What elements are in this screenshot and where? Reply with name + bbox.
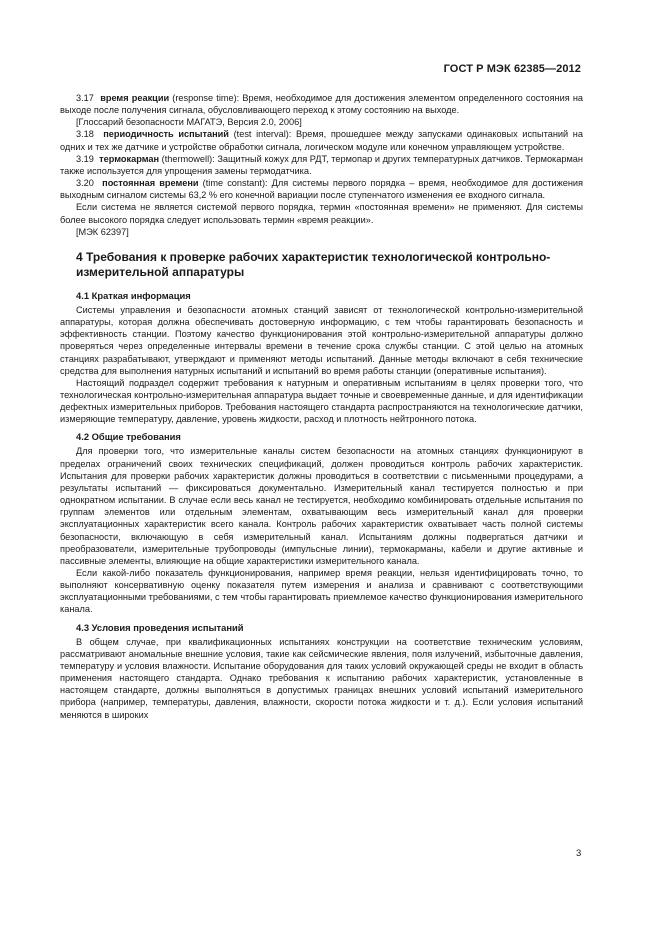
term-source: [МЭК 62397] <box>76 226 129 237</box>
term-3-18: 3.18 периодичность испытаний (test interval): Время, прошедшее между запусками одинаковых испытаний на одних и тех же датчике и устройстве обработки сигнала, логическом модуле или конечном управляющем устройстве. <box>60 129 583 152</box>
term-3-19: 3.19 термокарман (thermowell): Защитный кожух для РДТ, термопар и других температурных датчиков. Термокарман также используется для упрощения замены термодатчика. <box>60 153 583 176</box>
page-content <box>60 92 583 721</box>
paragraph: Для проверки того, что измерительные каналы систем безопасности на атомных станциях функционируют в пределах ограничений своих технических спецификаций, должен проводиться контроль рабочих характеристик. Испытания для проверки рабочих характеристик должны проводиться в соответствии с письменными процедурами, а результаты испытаний — фиксироваться документально. Измерительный канал тестируется полностью и при однократном испытании. В случае если весь канал не тестируется, необходимо комбинировать отдельные испытания по группам элементов или отдельным элементам, охватывающим весь измерительный канал для проверки эксплуатационных характеристик всего канала. Контроль рабочих характеристик охватывает часть полной системы безопасности, включающую в себя измерительный канал. Испытаниям должны подвергаться датчики и преобразователи, измерительные трубопроводы (импульсные линии), термокарманы, кабели и другие активные и пассивные элементы, влияющие на общие характеристики измерительного канала. <box>60 446 583 566</box>
paragraph: Системы управления и безопасности атомных станций зависят от технологической контрольно-измерительной аппаратуры, которая должна обеспечивать достоверную информацию, с тем чтобы гарантировать безопасность и эффективность станции. Поэтому качество функционирования этой контрольно-измерительной аппаратуры должно проверяться через определенные интервалы времени в течение срока службы станции. С этой целью на атомных станциях разрабатывают, утверждают и применяют методы испытаний. Данные методы включают в себя технические средства для выполнения натурных испытаний и испытаний во время работы станции (оперативные испытания). <box>60 304 583 376</box>
section-title: 4 Требования к проверке рабочих характеристик технологической контрольно-измерительной аппаратуры <box>76 249 551 279</box>
term-source: [Глоссарий безопасности МАГАТЭ, Версия 2.0, 2006] <box>76 117 302 128</box>
subsection-title: 4.1 Краткая информация <box>76 289 191 301</box>
term-3-17: 3.17 время реакции (response time): Время, необходимое для достижения элементом определенного состояния на выходе после получения сигнала, обусловливающего переход к этому состоянию на выходе. <box>60 93 583 116</box>
paragraph: В общем случае, при квалификационных испытаниях конструкции на соответствие техническим условиям, рассматривают аномальные внешние условия, такие как сейсмические явления, поля излучений, избыточные давления, температуру и условия влажности. Испытание оборудования для таких условий окружающей среды не входит в область применения настоящего стандарта. Однако требования к испытанию рабочих характеристик, установленные в настоящем стандарте, должны выполняться в допустимых границах внешних условий испытаний измерительного прибора (например, температуры, давления, влажности, скорости потока жидкости и т. д.). Если условия испытаний меняются в широких <box>60 636 583 720</box>
term-3-20: 3.20 постоянная времени (time constant): Для системы первого порядка – время, необходимое для достижения выходным сигналом системы 63,2 % его конечной вариации после ступенчатого изменения ее входного сигнала. <box>60 178 584 201</box>
subsection-title: 4.3 Условия проведения испытаний <box>76 621 244 633</box>
subsection-title: 4.2 Общие требования <box>76 431 181 443</box>
paragraph: Если какой-либо показатель функционирования, например время реакции, нельзя идентифицировать точно, то выполняют консервативную оценку показателя путем измерения и анализа и сравнивают с соответствующими эксплуатационными требованиями, с тем чтобы гарантировать приемлемое качество функционирования измерительного канала. <box>60 568 583 615</box>
page-number: 3 <box>576 848 582 859</box>
paragraph: Настоящий подраздел содержит требования к натурным и оперативным испытаниям в целях проверки того, что технологическая контрольно-измерительная аппаратура выдает точные и своевременные данные, и для идентификации дефектных измерительных приборов. Требования настоящего стандарта распространяются на технологические датчики, измеряющие температуру, давление, уровень жидкости, расход и плотность нейтронного потока. <box>60 377 583 425</box>
term-note: Если система не является системой первого порядка, термин «постоянная времени» не применяют. Для системы более высокого порядка следует использовать термин «время реакции». <box>60 202 583 225</box>
standard-header: ГОСТ Р МЭК 62385—2012 <box>443 63 581 75</box>
